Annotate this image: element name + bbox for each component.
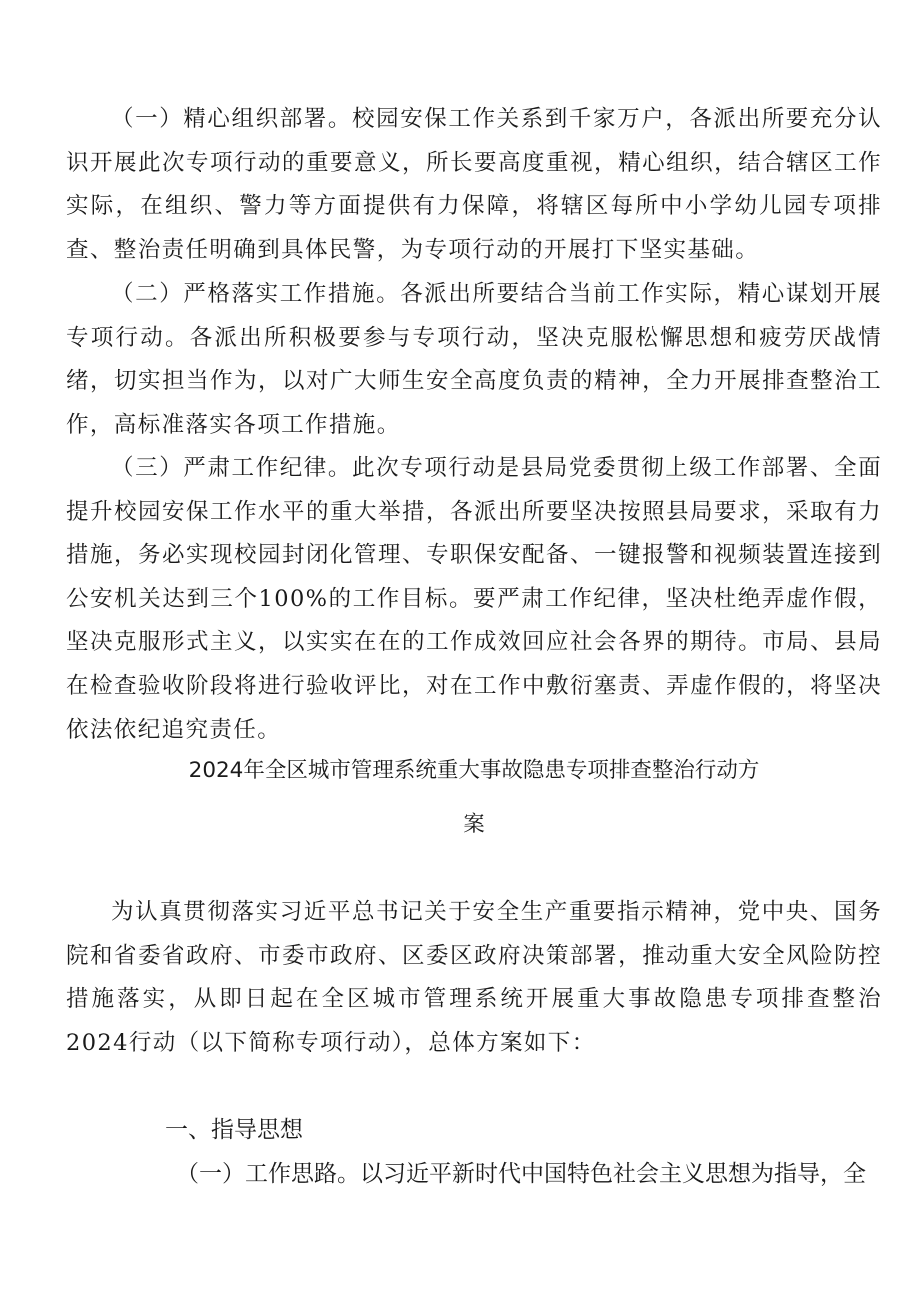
document-title	[66, 744, 882, 852]
section-heading: 一、指导思想	[165, 1117, 303, 1143]
document-title-line-1: 2024年全区城市管理系统重大事故隐患专项排查整治行动方	[188, 758, 760, 783]
paragraph-intro: 为认真贯彻落实习近平总书记关于安全生产重要指示精神，党中央、国务院和省委省政府、市委市政府、区委区政府决策部署，推动重大安全风险防控措施落实，从即日起在全区城市管理系统开展重大事故隐患专项排查整治2024行动（以下简称专项行动），总体方案如下：	[66, 899, 882, 1056]
paragraph-discipline: （三）严肃工作纪律。此次专项行动是县局党委贯彻上级工作部署、全面提升校园安保工作水平的重大举措，各派出所要坚决按照县局要求，采取有力措施，务必实现校园封闭化管理、专职保安配备、一键报警和视频装置连接到公安机关达到三个100%的工作目标。要严肃工作纪律，坚决杜绝弄虚作假，坚决克服形式主义，以实实在在的工作成效回应社会各界的期待。市局、县局在检查验收阶段将进行验收评比，对在工作中敷衍塞责、弄虚作假的，将坚决依法依纪追究责任。	[66, 455, 882, 743]
paragraph-organize: （一）精心组织部署。校园安保工作关系到千家万户，各派出所要充分认识开展此次专项行动的重要意义，所长要高度重视，精心组织，结合辖区工作实际，在组织、警力等方面提供有力保障，将辖区每所中小学幼儿园专项排查、整治责任明确到具体民警，为专项行动的开展打下坚实基础。	[66, 106, 882, 263]
document-title-line-2: 案	[463, 812, 485, 837]
paragraph-measures: （二）严格落实工作措施。各派出所要结合当前工作实际，精心谋划开展专项行动。各派出所积极要参与专项行动，坚决克服松懈思想和疲劳厌战情绪，切实担当作为，以对广大师生安全高度负责的精神，全力开展排查整治工作，高标准落实各项工作措施。	[66, 281, 882, 438]
subsection-start: （一）工作思路。以习近平新时代中国特色社会主义思想为指导，全	[176, 1161, 866, 1187]
